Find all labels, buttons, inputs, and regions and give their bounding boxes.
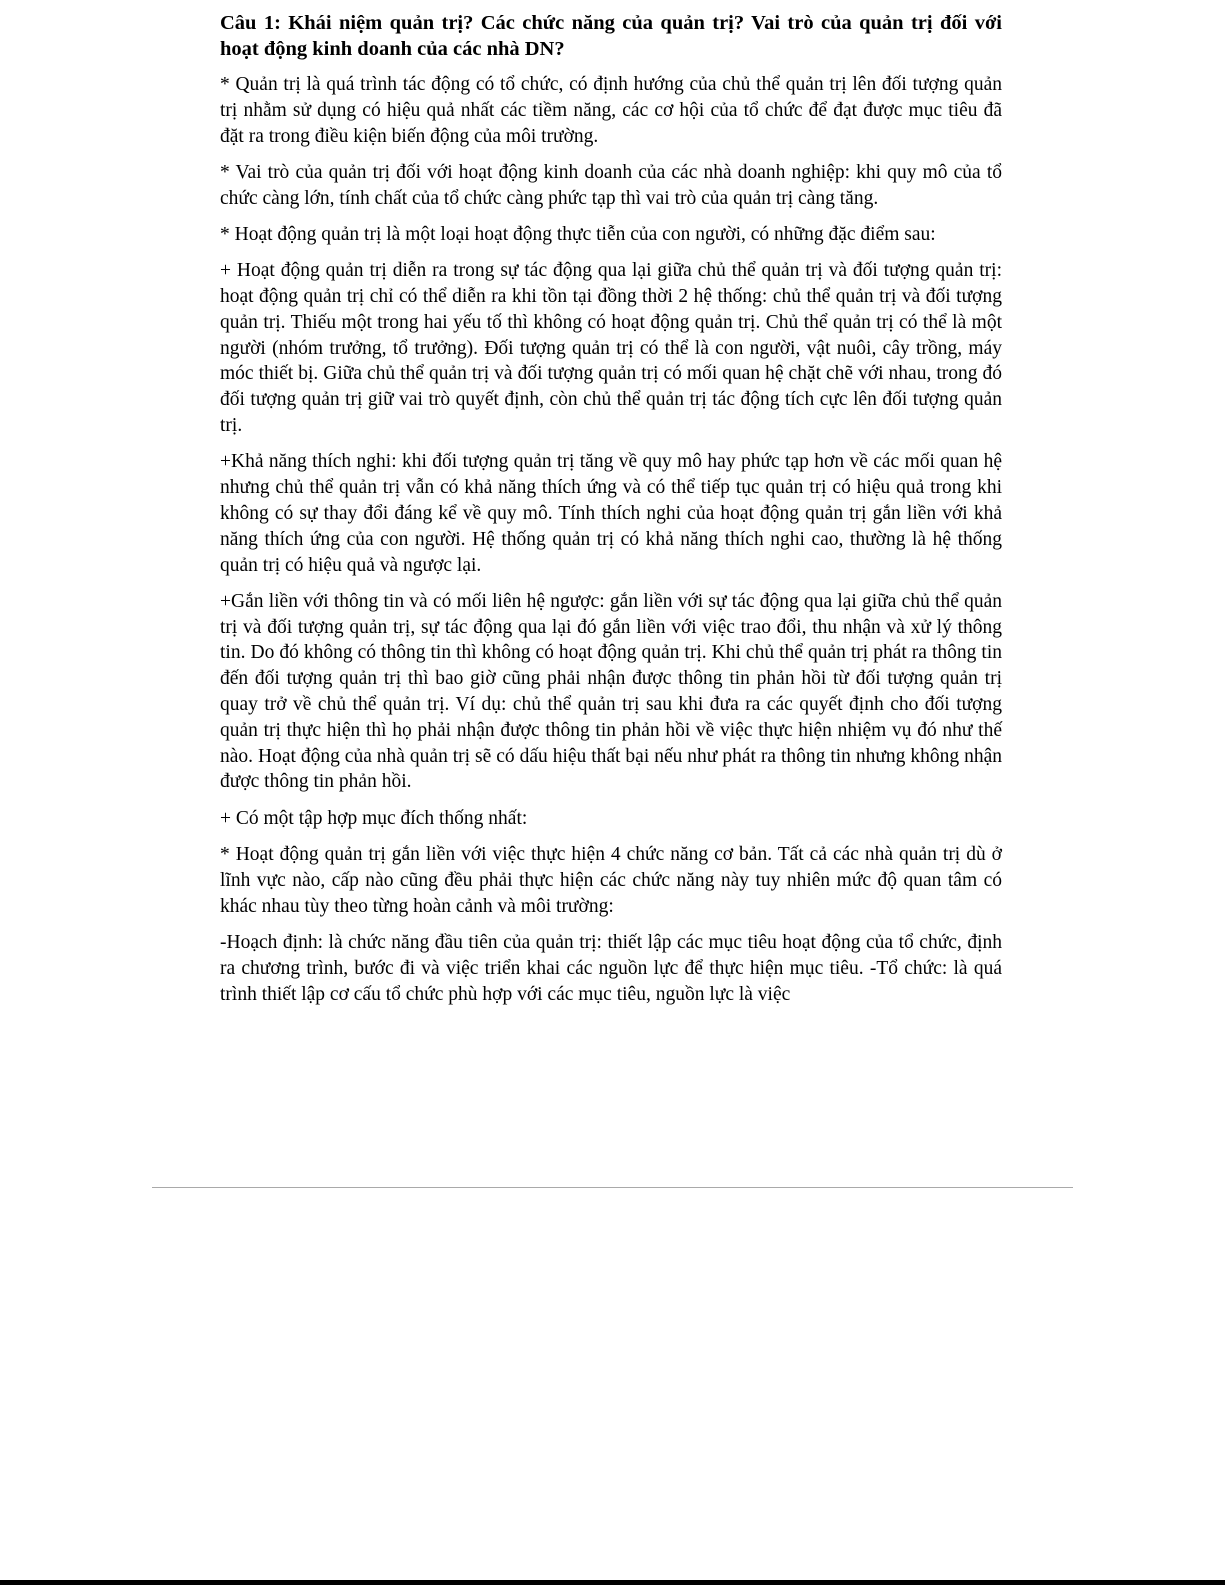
paragraph-adaptability: +Khả năng thích nghi: khi đối tượng quản trị tăng về quy mô hay phức tạp hơn về các mối quan hệ nhưng chủ thể quản trị vẫn có khả năng thích ứng và có thể tiếp tục quản trị có hiệu quả trong khi không có sự thay đổi đáng kể về quy mô. Tính thích nghi của hoạt động quản trị gắn liền với khả năng thích ứng của con người. Hệ thống quản trị có khả năng thích nghi cao, thường là hệ thống quản trị có hiệu quả và ngược lại.	[220, 451, 1002, 576]
question-heading: Câu 1: Khái niệm quản trị? Các chức năng của quản trị? Vai trò của quản trị đối với hoạt động kinh doanh của các nhà DN?	[220, 12, 1002, 60]
paragraph-unified-purpose: + Có một tập hợp mục đích thống nhất:	[220, 807, 528, 829]
paragraph-definition: * Quản trị là quá trình tác động có tổ chức, có định hướng của chủ thể quản trị lên đối tượng quản trị nhằm sử dụng có hiệu quả nhất các tiềm năng, các cơ hội của tổ chức để đạt được mục tiêu đã đặt ra trong điều kiện biến động của môi trường.	[220, 74, 1002, 147]
paragraph-four-functions: * Hoạt động quản trị gắn liền với việc thực hiện 4 chức năng cơ bản. Tất cả các nhà quản trị dù ở lĩnh vực nào, cấp nào cũng đều phải thực hiện các chức năng này tuy nhiên mức độ quan tâm có khác nhau tùy theo từng hoàn cảnh và môi trường:	[220, 844, 1002, 917]
paragraph-role: * Vai trò của quản trị đối với hoạt động kinh doanh của các nhà doanh nghiệp: khi quy mô của tổ chức càng lớn, tính chất của tổ chức càng phức tạp thì vai trò của quản trị càng tăng.	[220, 161, 1002, 209]
paragraph-characteristics-intro: * Hoạt động quản trị là một loại hoạt động thực tiễn của con người, có những đặc điểm sau:	[220, 223, 936, 245]
bottom-edge-bar	[0, 1580, 1225, 1585]
paragraph-interaction: + Hoạt động quản trị diễn ra trong sự tác động qua lại giữa chủ thể quản trị và đối tượng quản trị: hoạt động quản trị chỉ có thể diễn ra khi tồn tại đồng thời 2 hệ thống: chủ thể quản trị và đối tượng quản trị. Thiếu một trong hai yếu tố thì không có hoạt động quản trị. Chủ thể quản trị có thể là một người (nhóm trưởng, tổ trưởng). Đối tượng quản trị có thể là con người, vật nuôi, cây trồng, máy móc thiết bị. Giữa chủ thể quản trị và đối tượng quản trị có mối quan hệ chặt chẽ với nhau, trong đó đối tượng quản trị giữ vai trò quyết định, còn chủ thể quản trị tác động tích cực lên đối tượng quản trị.	[220, 260, 1002, 437]
document-page	[220, 10, 1002, 1018]
paragraph-planning-organizing: -Hoạch định: là chức năng đầu tiên của quản trị: thiết lập các mục tiêu hoạt động của tổ chức, định ra chương trình, bước đi và việc triển khai các nguồn lực để thực hiện mục tiêu. -Tổ chức: là quá trình thiết lập cơ cấu tổ chức phù hợp với các mục tiêu, nguồn lực là việc	[220, 931, 1002, 1005]
paragraph-information-feedback: +Gắn liền với thông tin và có mối liên hệ ngược: gắn liền với sự tác động qua lại giữa chủ thể quản trị và đối tượng quản trị, sự tác động qua lại đó gắn liền với việc trao đổi, thu nhận và xử lý thông tin. Do đó không có thông tin thì không có hoạt động quản trị. Khi chủ thể quản trị phát ra thông tin đến đối tượng quản trị thì bao giờ cũng phải nhận được thông tin phản hồi từ đối tượng quản trị quay trở về chủ thể quản trị. Ví dụ: chủ thể quản trị sau khi đưa ra các quyết định cho đối tượng quản trị thực hiện thì họ phải nhận được thông tin phản hồi về việc thực hiện nhiệm vụ đó như thế nào. Hoạt động của nhà quản trị sẽ có dấu hiệu thất bại nếu như phát ra thông tin nhưng không nhận được thông tin phản hồi.	[220, 590, 1002, 793]
page-divider	[152, 1187, 1073, 1188]
